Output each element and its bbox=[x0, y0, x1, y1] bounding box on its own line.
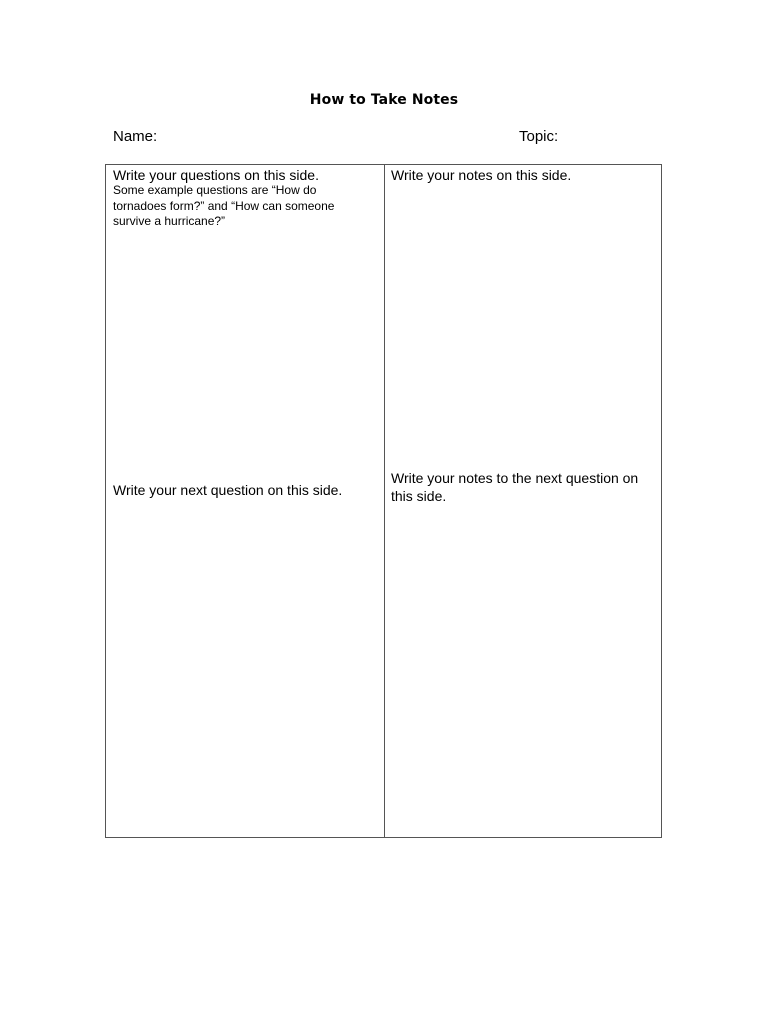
questions-prompt: Write your questions on this side. bbox=[113, 167, 319, 183]
column-divider bbox=[384, 165, 385, 837]
next-notes-prompt: Write your notes to the next question on this side. bbox=[391, 470, 639, 504]
page-title: How to Take Notes bbox=[309, 92, 459, 108]
name-label: Name: bbox=[113, 128, 158, 145]
notes-prompt: Write your notes on this side. bbox=[391, 167, 572, 183]
topic-label: Topic: bbox=[519, 128, 559, 145]
cornell-notes-table bbox=[105, 164, 662, 838]
example-questions-text: Some example questions are “How do tornadoes form?” and “How can someone survive a hurricane?” bbox=[113, 183, 335, 228]
next-question-prompt: Write your next question on this side. bbox=[113, 482, 343, 498]
